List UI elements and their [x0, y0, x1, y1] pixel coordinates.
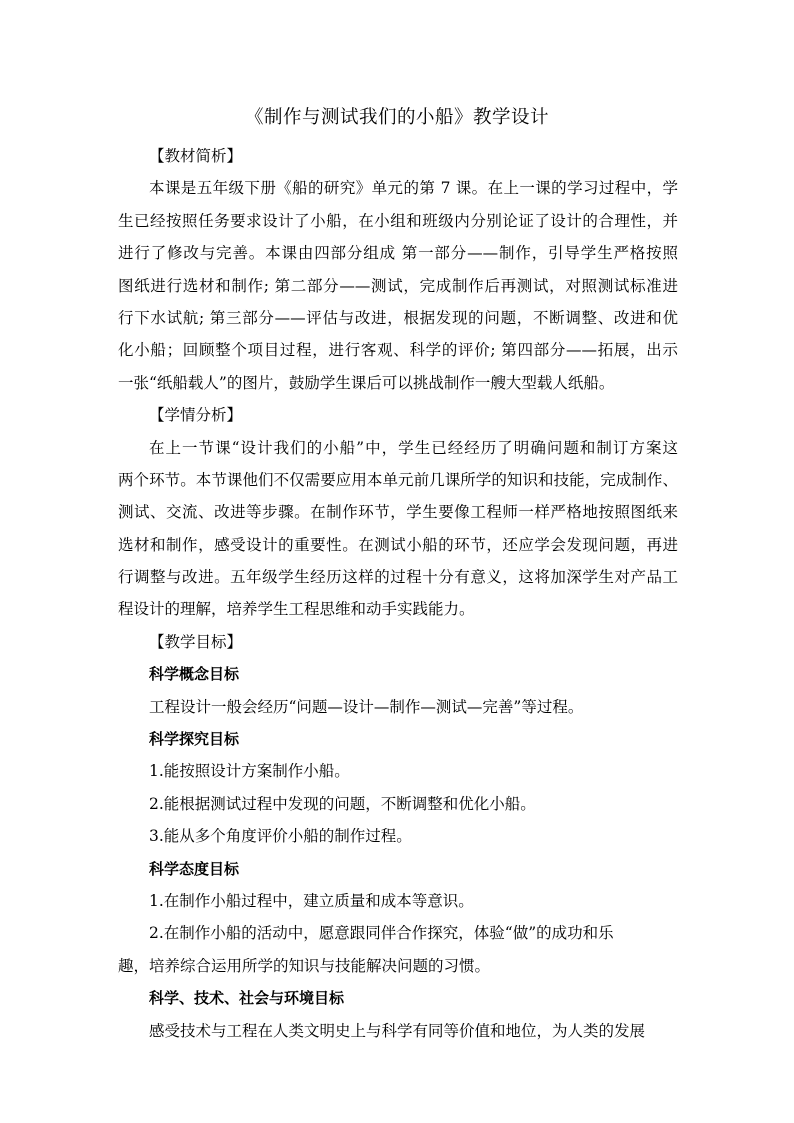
- paragraph-line: 本课是五年级下册《船的研究》单元的第 7 课。在上一课的学习过程中，学: [149, 179, 678, 198]
- paragraph-line: 一张“纸船载人”的图片，鼓励学生课后可以挑战制作一艘大型载人纸船。: [118, 373, 615, 392]
- paragraph-line: 两个环节。本节课他们不仅需要应用本单元前几课所学的知识和技能，完成制作、: [118, 470, 678, 489]
- subheading-concept-goal: 科学概念目标: [149, 665, 240, 684]
- paragraph-line: 图纸进行选材和制作; 第二部分——测试，完成制作后再测试，对照测试标准进: [118, 276, 678, 295]
- subheading-attitude-goal: 科学态度目标: [149, 859, 240, 878]
- section-heading-material-analysis: 【教材简析】: [149, 147, 243, 165]
- document-body: [118, 140, 678, 1047]
- paragraph-line: 感受技术与工程在人类文明史上与科学有同等价值和地位，为人类的发展: [149, 1021, 646, 1040]
- list-item: 1.在制作小船过程中，建立质量和成本等意识。: [149, 891, 474, 910]
- paragraph-line: 工程设计一般会经历“问题—设计—制作—测试—完善”等过程。: [149, 697, 584, 716]
- paragraph-line: 化小船；回顾整个项目过程，进行客观、科学的评价; 第四部分——拓展，出示: [118, 341, 678, 360]
- paragraph-line: 生已经按照任务要求设计了小船，在小组和班级内分别论证了设计的合理性，并: [118, 211, 678, 230]
- subheading-inquiry-goal: 科学探究目标: [149, 730, 240, 749]
- paragraph-line: 选材和制作，感受设计的重要性。在测试小船的环节，还应学会发现问题，再进: [118, 535, 678, 554]
- section-heading-teaching-goals: 【教学目标】: [149, 632, 243, 651]
- document-title: 《制作与测试我们的小船》教学设计: [244, 107, 549, 128]
- paragraph-line: 程设计的理解，培养学生工程思维和动手实践能力。: [118, 600, 475, 619]
- list-item: 2.在制作小船的活动中，愿意跟同伴合作探究，体验“做”的成功和乐: [149, 924, 614, 943]
- paragraph-line: 测试、交流、改进等步骤。在制作环节，学生要像工程师一样严格地按照图纸来: [118, 503, 678, 522]
- list-item-continuation: 趣，培养综合运用所学的知识与技能解决问题的习惯。: [118, 956, 491, 975]
- section-heading-student-analysis: 【学情分析】: [149, 406, 243, 425]
- paragraph-line: 行下水试航; 第三部分——评估与改进，根据发现的问题，不断调整、改进和优: [118, 308, 678, 327]
- list-item: 2.能根据测试过程中发现的问题，不断调整和优化小船。: [149, 794, 536, 813]
- subheading-stse-goal: 科学、技术、社会与环境目标: [149, 989, 345, 1008]
- paragraph-line: 在上一节课“设计我们的小船”中，学生已经经历了明确问题和制订方案这: [149, 438, 678, 457]
- paragraph-line: 进行了修改与完善。本课由四部分组成 第一部分——制作，引导学生严格按照: [118, 244, 678, 263]
- list-item: 3.能从多个角度评价小船的制作过程。: [149, 827, 412, 846]
- paragraph-line: 行调整与改进。五年级学生经历这样的过程十分有意义，这将加深学生对产品工: [118, 568, 678, 587]
- list-item: 1.能按照设计方案制作小船。: [149, 762, 350, 781]
